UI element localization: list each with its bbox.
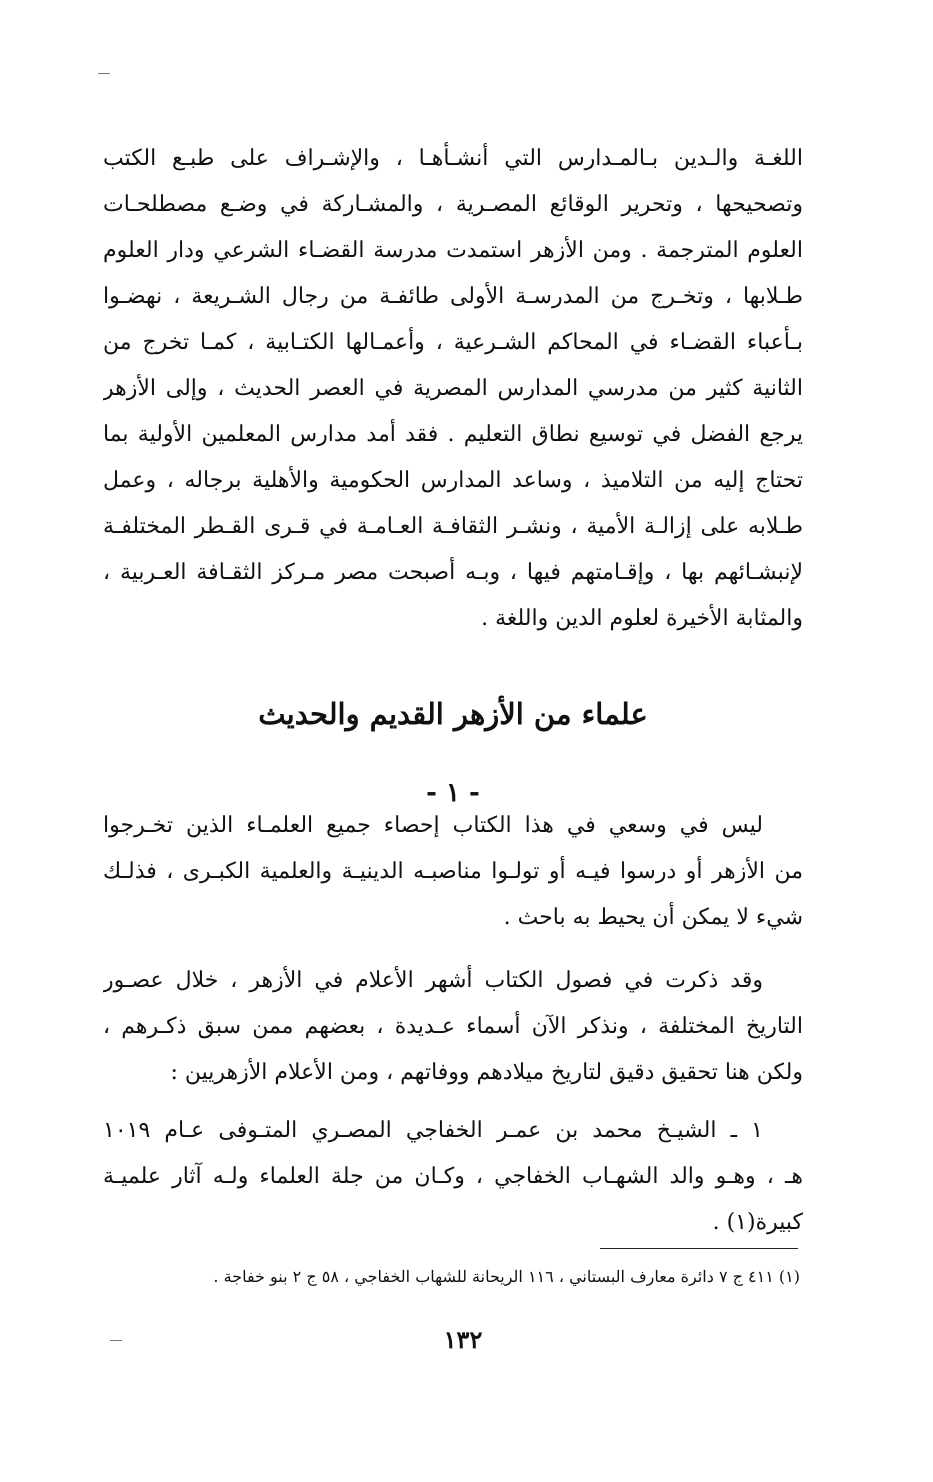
scan-mark bbox=[98, 73, 110, 74]
text-line: هـ ، وهـو والد الشهـاب الخفاجي ، وكـان من جلة العلماء ولـه آثار علميـة bbox=[103, 1164, 803, 1189]
text-line: ليس في وسعي في هذا الكتاب إحصاء جميع العلمـاء الذين تخـرجوا bbox=[103, 813, 763, 838]
page-number: ١٣٢ bbox=[443, 1325, 483, 1354]
intro-paragraph bbox=[103, 136, 803, 642]
text-line: والمثابة الأخيرة لعلوم الدين واللغة . bbox=[481, 606, 803, 631]
paragraph-3 bbox=[103, 1108, 803, 1246]
text-line: طـلابها ، وتخـرج من المدرسـة الأولى طائفـة من رجال الشـريعة ، نهضـوا bbox=[103, 284, 803, 309]
text-line: وتصحيحها ، وتحرير الوقائع المصـرية ، والمشـاركة في وضـع مصطلحـات bbox=[103, 192, 803, 217]
text-line: التاريخ المختلفة ، ونذكر الآن أسماء عـديدة ، بعضهم ممن سبق ذكـرهم ، bbox=[103, 1014, 803, 1039]
section-number: - ١ - bbox=[426, 778, 480, 808]
text-line: اللغـة والـدين بـالمـدارس التي أنشـأهـا ، والإشـراف على طبـع الكتب bbox=[103, 146, 803, 171]
text-line: ١ ـ الشيـخ محمد بن عمـر الخفاجي المصـري المتـوفى عـام ١٠١٩ bbox=[103, 1118, 763, 1143]
text-line: شيء لا يمكن أن يحيط به باحث . bbox=[503, 905, 803, 930]
text-line: لإنبشـائهم بها ، وإقـامتهم فيها ، وبـه أصبحت مصر مـركز الثقـافة العـربية ، bbox=[103, 560, 803, 585]
text-line: من الأزهر أو درسوا فيـه أو تولـوا مناصبـه الدينيـة والعلمية الكبـرى ، فذلـك bbox=[103, 859, 803, 884]
text-line: يرجع الفضل في توسيع نطاق التعليم . فقد أمد مدارس المعلمين الأولية بما bbox=[103, 422, 803, 447]
footnote-divider bbox=[600, 1248, 798, 1249]
paragraph-1 bbox=[103, 803, 803, 941]
paragraph-2 bbox=[103, 958, 803, 1096]
text-line: تحتاج إليه من التلاميذ ، وساعد المدارس الحكومية والأهلية برجاله ، وعمل bbox=[103, 468, 803, 493]
text-line: كبيرة(١) . bbox=[712, 1210, 803, 1235]
text-line: بـأعباء القضـاء في المحاكم الشـرعية ، وأعمـالها الكتـابية ، كمـا تخرج من bbox=[103, 330, 803, 355]
text-line: وقد ذكرت في فصول الكتاب أشهر الأعلام في الأزهر ، خلال عصـور bbox=[103, 968, 763, 993]
scan-mark bbox=[110, 1340, 122, 1341]
footnote: (١) ٤١١ ج ٧ دائرة معارف البستاني ، ١١٦ الريحانة للشهاب الخفاجي ، ٥٨ ج ٢ بنو خفاجة . bbox=[213, 1267, 800, 1286]
text-line: ولكن هنا تحقيق دقيق لتاريخ ميلادهم ووفاتهم ، ومن الأعلام الأزهريين : bbox=[170, 1060, 803, 1085]
section-heading: علماء من الأزهر القديم والحديث bbox=[258, 697, 648, 731]
text-line: طـلابه على إزالـة الأمية ، ونشـر الثقافـة العـامـة في قـرى القـطر المختلفـة bbox=[103, 514, 803, 539]
text-line: العلوم المترجمة . ومن الأزهر استمدت مدرسة القضـاء الشرعي ودار العلوم bbox=[103, 238, 803, 263]
text-line: الثانية كثير من مدرسي المدارس المصرية في العصر الحديث ، وإلى الأزهر bbox=[103, 376, 803, 401]
